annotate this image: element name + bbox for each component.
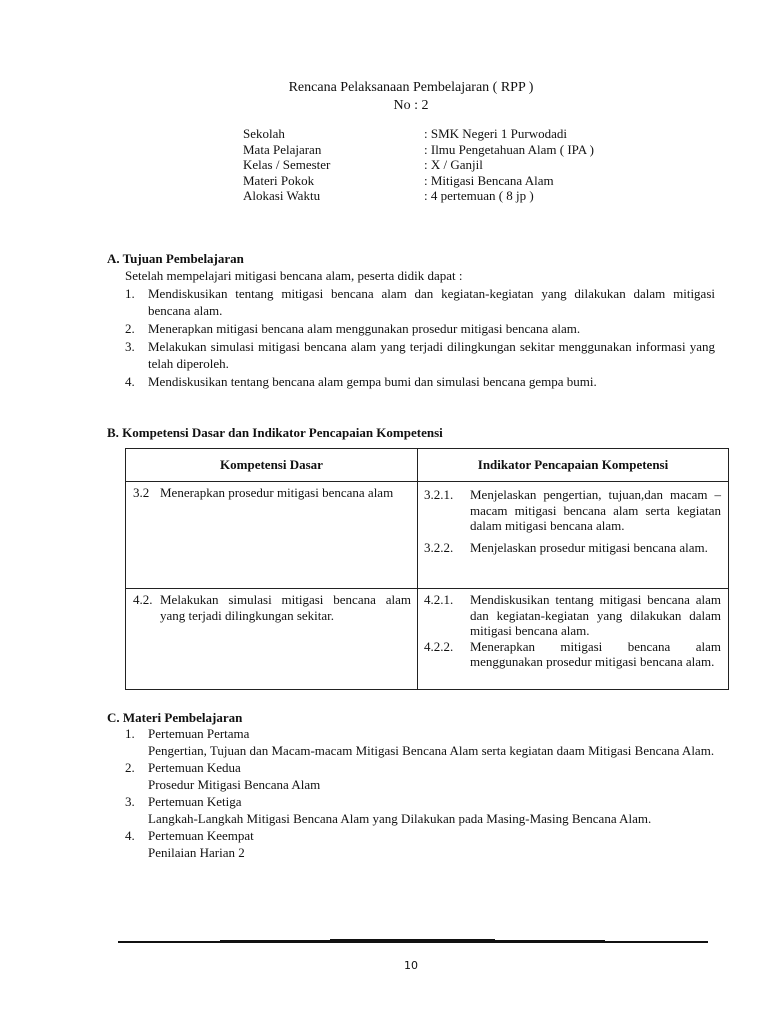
list-text: Menerapkan mitigasi bencana alam menggunakan prosedur mitigasi bencana alam. [148, 321, 581, 336]
column-header-kd: Kompetensi Dasar [126, 449, 418, 482]
indicator-item [419, 534, 727, 556]
list-item [125, 285, 715, 319]
kd-number: 4.2. [133, 592, 153, 607]
section-a-intro: Setelah mempelajari mitigasi bencana alam, peserta didik dapat : [125, 268, 463, 283]
identity-row [243, 157, 594, 173]
identity-row [243, 126, 594, 142]
objectives-list [125, 285, 715, 391]
identity-label: Kelas / Semester [243, 157, 331, 172]
list-content [148, 827, 715, 861]
footer-divider-accent [330, 939, 495, 943]
indicator-number: 3.2.1. [424, 487, 454, 502]
list-number: 1. [125, 726, 135, 741]
kd-cell [126, 482, 418, 589]
meeting-title: Pertemuan Pertama [148, 726, 250, 741]
identity-label: Alokasi Waktu [243, 188, 321, 203]
indicator-number: 4.2.1. [424, 592, 454, 607]
identity-value: : Mitigasi Bencana Alam [424, 172, 554, 188]
table-row [126, 589, 729, 690]
section-a-heading: A. Tujuan Pembelajaran [107, 251, 244, 266]
indicator-number: 4.2.2. [424, 638, 454, 654]
meeting-title: Pertemuan Kedua [148, 760, 241, 775]
indicator-item [419, 483, 727, 534]
list-number: 4. [125, 374, 135, 389]
list-content [148, 725, 715, 759]
list-item [125, 793, 715, 827]
identity-block [243, 126, 594, 204]
identity-value: : X / Ganjil [424, 157, 483, 172]
indicator-text: Menerapkan mitigasi bencana alam menggunakan prosedur mitigasi bencana alam. [470, 638, 721, 669]
indicator-cell [418, 482, 729, 589]
list-content [148, 759, 715, 793]
competency-table [125, 448, 729, 690]
identity-value: : Ilmu Pengetahuan Alam ( IPA ) [424, 141, 594, 157]
document-title: Rencana Pelaksanaan Pembelajaran ( RPP ) [288, 80, 534, 95]
list-number: 2. [125, 321, 135, 336]
list-number: 3. [125, 794, 135, 809]
kd-number: 3.2 [133, 485, 150, 500]
identity-row [243, 142, 594, 158]
identity-label: Materi Pokok [243, 172, 315, 188]
kd-text: Melakukan simulasi mitigasi bencana alam yang terjadi dilingkungan sekitar. [160, 592, 411, 623]
list-number: 1. [125, 286, 135, 301]
kd-text: Menerapkan prosedur mitigasi bencana alam [160, 485, 394, 500]
indicator-text: Mendiskusikan tentang mitigasi bencana alam dan kegiatan-kegiatan yang dilakukan dalam mitigasi bencana alam. [470, 592, 721, 638]
meeting-description: Langkah-Langkah Mitigasi Bencana Alam yang Dilakukan pada Masing-Masing Bencana Alam. [148, 811, 652, 826]
list-number: 3. [125, 339, 135, 354]
list-text: Melakukan simulasi mitigasi bencana alam yang terjadi dilingkungan sekitar menggunakan informasi yang telah diperoleh. [148, 339, 715, 371]
column-header-ipk: Indikator Pencapaian Kompetensi [418, 449, 729, 482]
identity-row [243, 188, 594, 204]
list-item [125, 338, 715, 372]
identity-label: Mata Pelajaran [243, 141, 322, 157]
list-text: Mendiskusikan tentang mitigasi bencana alam dan kegiatan-kegiatan yang dilakukan dalam mitigasi bencana alam. [148, 286, 715, 318]
indicator-number: 3.2.2. [424, 539, 454, 555]
list-text: Mendiskusikan tentang bencana alam gempa bumi dan simulasi bencana gempa bumi. [148, 374, 597, 389]
list-item [125, 320, 715, 337]
identity-label: Sekolah [243, 126, 285, 141]
kd-entry [127, 483, 416, 501]
list-item [125, 759, 715, 793]
identity-row [243, 173, 594, 189]
list-number: 2. [125, 760, 135, 775]
identity-value: : SMK Negeri 1 Purwodadi [424, 126, 567, 141]
list-item [125, 827, 715, 861]
materials-list [125, 725, 715, 861]
meeting-description: Prosedur Mitigasi Bencana Alam [148, 777, 321, 792]
page-number: 10 [404, 959, 418, 972]
section-c-heading: C. Materi Pembelajaran [107, 710, 243, 725]
list-item [125, 725, 715, 759]
meeting-title: Pertemuan Ketiga [148, 794, 242, 809]
kd-cell [126, 589, 418, 690]
indicator-text: Menjelaskan prosedur mitigasi bencana alam. [470, 539, 708, 555]
table-header-row [126, 449, 729, 482]
table-row [126, 482, 729, 589]
meeting-title: Pertemuan Keempat [148, 828, 254, 843]
indicator-item [419, 590, 727, 639]
meeting-description: Pengertian, Tujuan dan Macam-macam Mitigasi Bencana Alam serta kegiatan daam Mitigasi Bencana Alam. [148, 743, 715, 758]
meeting-description: Penilaian Harian 2 [148, 845, 245, 860]
indicator-cell [418, 589, 729, 690]
kd-entry [127, 590, 416, 623]
list-number: 4. [125, 828, 135, 843]
section-b-heading: B. Kompetensi Dasar dan Indikator Pencapaian Kompetensi [107, 425, 443, 440]
list-item [125, 373, 715, 390]
list-content [148, 793, 715, 827]
identity-value: : 4 pertemuan ( 8 jp ) [424, 188, 534, 203]
indicator-text: Menjelaskan pengertian, tujuan,dan macam – macam mitigasi bencana alam serta kegiatan dalam mitigasi bencana alam. [470, 487, 721, 533]
indicator-item [419, 639, 727, 670]
document-number: No : 2 [393, 98, 429, 113]
